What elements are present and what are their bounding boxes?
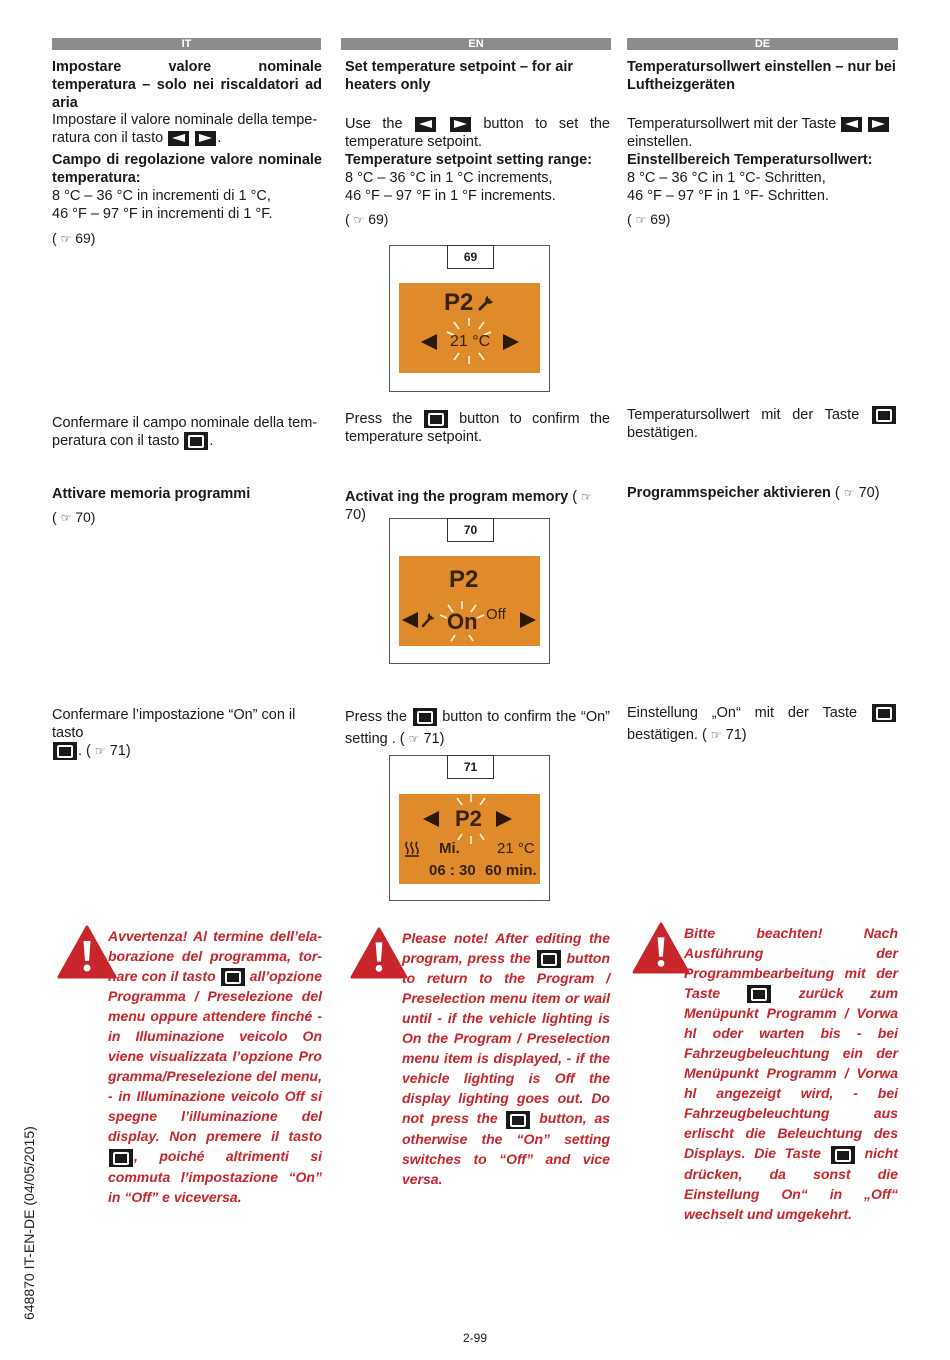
it-range: 8 °C – 36 °C in incrementi di 1 °C, 46 °F – 97 °F in incrementi di 1 °F. bbox=[52, 188, 273, 222]
wrench-icon bbox=[477, 292, 497, 312]
page-number: 2-99 bbox=[462, 1331, 488, 1345]
warning-triangle-icon bbox=[350, 927, 408, 979]
left-arrow-key-icon bbox=[415, 117, 436, 132]
left-arrow-icon bbox=[423, 811, 439, 827]
ok-key-icon bbox=[537, 950, 561, 968]
program-label: P2 bbox=[444, 289, 474, 316]
heater-icon bbox=[404, 841, 420, 857]
figure-ref-icon: ☞ bbox=[408, 732, 420, 746]
header-en: EN bbox=[341, 38, 611, 50]
ok-key-icon bbox=[413, 708, 437, 726]
ok-key-icon bbox=[747, 985, 771, 1003]
en-range: 8 °C – 36 °C in 1 °C increments, 46 °F – 97 °F in 1 °F increments. bbox=[345, 170, 556, 204]
right-arrow-key-icon bbox=[450, 117, 471, 132]
de-warning: Bitte beachten! Nach Ausführung der Programmbearbeitung mit der Taste zurück zum Menüpunkt Programm / Vorwa hl oder warten bis - bei Fahrzeugbeleuchtung ein der Menüpunkt Programm / Vorwa hl angezeigt wird, - bei Fahrzeugbeleuchtung aus erlischt die Beleuchtung des Displays. Die Taste nicht drücken, da sonst die Einstellung On“ in „Off“ wechselt und umgekehrt. bbox=[684, 925, 899, 1222]
en-ref-69: ( ☞ 69) bbox=[345, 211, 389, 227]
it-confirm-text: Confermare il campo nominale della tem- peratura con il tasto . bbox=[52, 415, 318, 449]
en-mem-title: Activat ing the program memory ( ☞ 70) bbox=[345, 489, 592, 523]
figure-ref-icon: ☞ bbox=[60, 511, 72, 525]
program-label: P2 bbox=[455, 806, 482, 831]
it-confirm-on: Confermare l’impostazione “On” con il tasto . ( ☞ 71) bbox=[52, 707, 296, 759]
left-arrow-icon bbox=[421, 334, 437, 350]
en-set-text: Use the button to set the temperature setpoint. bbox=[345, 116, 611, 150]
right-arrow-key-icon bbox=[195, 131, 216, 146]
ok-key-icon bbox=[872, 704, 896, 722]
figure-69 bbox=[389, 245, 550, 392]
it-mem-title: Attivare memoria programmi bbox=[52, 486, 251, 502]
setpoint-value: 21 °C bbox=[450, 333, 491, 350]
figure-number: 70 bbox=[447, 518, 494, 542]
ok-key-icon bbox=[506, 1111, 530, 1129]
en-confirm-on: Press the button to confirm the “On” setting . ( ☞ 71) bbox=[345, 709, 611, 747]
figure-70 bbox=[389, 518, 550, 664]
document-id: 648870 IT-EN-DE (04/05/2015) bbox=[21, 1126, 37, 1320]
header-de: DE bbox=[627, 38, 898, 50]
de-ref-69: ( ☞ 69) bbox=[627, 211, 671, 227]
wrench-icon bbox=[421, 610, 437, 628]
it-ref-69: ( ☞ 69) bbox=[52, 230, 96, 246]
ok-key-icon bbox=[53, 742, 77, 760]
right-arrow-icon bbox=[496, 811, 512, 827]
ok-key-icon bbox=[109, 1149, 133, 1167]
de-range-title: Einstellbereich Temperatursollwert: bbox=[627, 152, 873, 168]
en-confirm-text: Press the button to confirm the temperature setpoint. bbox=[345, 411, 610, 446]
de-set-text: Temperatursollwert mit der Taste einstellen. bbox=[627, 115, 897, 151]
left-arrow-icon bbox=[402, 612, 418, 628]
day-label: Mi. bbox=[439, 840, 460, 857]
ok-key-icon bbox=[831, 1146, 855, 1164]
en-range-title: Temperature setpoint setting range: bbox=[345, 152, 593, 168]
program-label: P2 bbox=[449, 566, 479, 593]
right-arrow-key-icon bbox=[868, 117, 889, 132]
ok-key-icon bbox=[424, 410, 448, 428]
ok-key-icon bbox=[221, 968, 245, 986]
ok-key-icon bbox=[872, 406, 896, 424]
figure-ref-icon: ☞ bbox=[843, 486, 855, 500]
figure-ref-icon: ☞ bbox=[710, 728, 722, 742]
display-screen bbox=[399, 794, 540, 884]
off-option: Off bbox=[486, 606, 506, 623]
en-warning: Please note! After editing the program, press the button to return to the Program / Preselection menu item or wail until - if the vehicle lighting is On the Program / Preselection menu item is displayed, - if the vehicle lighting is Off the display lighting goes out. Do not press the button, as otherwise the “On” setting switches to “Off” and vice versa. bbox=[402, 930, 611, 1187]
left-arrow-key-icon bbox=[168, 131, 189, 146]
de-title: Temperatursollwert einstellen – nur bei Luftheizgeräten bbox=[627, 59, 896, 93]
it-ref-70: ( ☞ 70) bbox=[52, 509, 96, 525]
header-it: IT bbox=[52, 38, 321, 50]
left-arrow-key-icon bbox=[841, 117, 862, 132]
de-confirm-on: Einstellung „On“ mit der Taste bestätigen. ( ☞ 71) bbox=[627, 702, 897, 746]
it-warning: Avvertenza! Al termine dell’ela-borazione del programma, tor-nare con il tasto all’opzione Programma / Preselezione del menu oppure attendere finché - in Illuminazione veicolo On viene visualizzata l’opzione Pro gramma/Preselezione del menu, - in Illuminazione veicolo Off si spegne l’illuminazione del display. Non premere il tasto , poiché altrimenti si commuta l’impostazione “On” in “Off” e viceversa. bbox=[108, 928, 323, 1205]
figure-ref-icon: ☞ bbox=[94, 744, 106, 758]
warning-triangle-icon bbox=[632, 922, 690, 974]
figure-number: 69 bbox=[447, 245, 494, 269]
display-screen bbox=[399, 283, 540, 373]
duration-label: 60 min. bbox=[485, 862, 537, 879]
figure-ref-icon: ☞ bbox=[353, 213, 365, 227]
it-range-title: Campo di regolazione valore nominale temperatura: bbox=[52, 152, 322, 186]
figure-ref-icon: ☞ bbox=[581, 490, 592, 504]
it-set-text: Impostare il valore nominale della tempe- ratura con il tasto . bbox=[52, 112, 318, 146]
figure-number: 71 bbox=[447, 755, 494, 779]
figure-ref-icon: ☞ bbox=[635, 213, 647, 227]
display-screen bbox=[399, 556, 540, 646]
de-mem-title: Programmspeicher aktivieren ( ☞ 70) bbox=[627, 485, 880, 501]
on-option: On bbox=[447, 609, 478, 634]
de-confirm-text: Temperatursollwert mit der Taste bestätigen. bbox=[627, 406, 897, 442]
ok-key-icon bbox=[184, 432, 208, 450]
de-range: 8 °C – 36 °C in 1 °C- Schritten, 46 °F – 97 °F in 1 °F- Schritten. bbox=[627, 170, 829, 204]
right-arrow-icon bbox=[520, 612, 536, 628]
time-label: 06 : 30 bbox=[429, 862, 476, 879]
figure-ref-icon: ☞ bbox=[60, 232, 72, 246]
temp-label: 21 °C bbox=[497, 840, 535, 857]
en-title: Set temperature setpoint – for air heaters only bbox=[345, 59, 574, 93]
right-arrow-icon bbox=[503, 334, 519, 350]
figure-71 bbox=[389, 755, 550, 901]
it-title: Impostare valore nominale temperatura – solo nei riscaldatori ad aria bbox=[52, 59, 322, 111]
